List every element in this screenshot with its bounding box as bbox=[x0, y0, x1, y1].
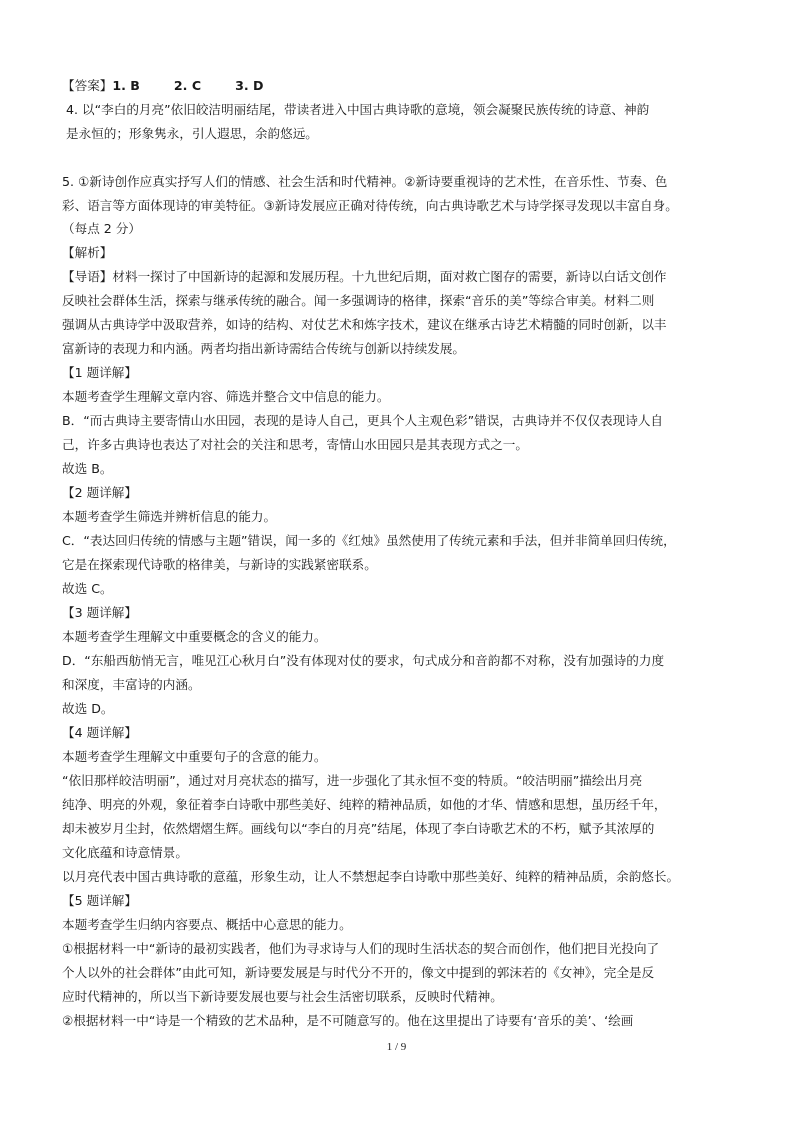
answer-item-3: 3. D bbox=[235, 78, 264, 93]
section-line: 和深度，丰富诗的内涵。 bbox=[62, 677, 201, 692]
section-title: 【2 题详解】 bbox=[62, 485, 137, 500]
section-line: 它是在探索现代诗歌的格律美，与新诗的实践紧密联系。 bbox=[62, 557, 377, 572]
section-line: 本题考查学生理解文章内容、筛选并整合文中信息的能力。 bbox=[62, 389, 390, 404]
section-line: “依旧那样皎洁明丽”，通过对月亮状态的描写，进一步强化了其永恒不变的特质。“皎洁明丽”描绘出月亮 bbox=[62, 773, 643, 788]
section-line: ①根据材料一中“新诗的最初实践者，他们为寻求诗与人们的现时生活状态的契合而创作，他们把目光投向了 bbox=[62, 941, 660, 956]
section-title: 【1 题详解】 bbox=[62, 365, 137, 380]
section-title: 【5 题详解】 bbox=[62, 893, 137, 908]
section-line: 个人以外的社会群体”由此可知，新诗要发展是与时代分不开的，像文中提到的郭沫若的《女神》，完全是反 bbox=[62, 965, 655, 980]
section-line: 却未被岁月尘封，依然熠熠生辉。画线句以“李白的月亮”结尾，体现了李白诗歌艺术的不朽，赋予其浓厚的 bbox=[62, 821, 655, 836]
q4-line: 4. 以“李白的月亮”依旧皎洁明丽结尾，带读者进入中国古典诗歌的意境，领会凝聚民族传统的诗意、神韵 bbox=[66, 102, 650, 117]
section-line: 本题考查学生理解文中重要概念的含义的能力。 bbox=[62, 629, 327, 644]
page-number: 1 / 9 bbox=[386, 1041, 407, 1053]
analysis-header: 【解析】 bbox=[62, 245, 113, 260]
section-line: 本题考查学生筛选并辨析信息的能力。 bbox=[62, 509, 277, 524]
guide-line: 【导语】材料一探讨了中国新诗的起源和发展历程。十九世纪后期，面对救亡图存的需要，新诗以白话文创作 bbox=[62, 269, 667, 284]
q5-line: 彩、语言等方面体现诗的审美特征。③新诗发展应正确对待传统，向古典诗歌艺术与诗学探寻发现以丰富自身。 bbox=[62, 198, 678, 213]
q5-line: （每点 2 分） bbox=[62, 221, 141, 236]
section-line: D．“东船西舫悄无言，唯见江心秋月白”没有体现对仗的要求，句式成分和音韵都不对称，没有加强诗的力度 bbox=[62, 653, 665, 668]
section-line: 本题考查学生归纳内容要点、概括中心意思的能力。 bbox=[62, 917, 352, 932]
section-line: 故选 D。 bbox=[62, 701, 114, 716]
section-line: B．“而古典诗主要寄情山水田园，表现的是诗人自己，更具个人主观色彩”错误，古典诗并不仅仅表现诗人自 bbox=[62, 413, 664, 428]
section-title: 【3 题详解】 bbox=[62, 605, 137, 620]
q5-line: 5. ①新诗创作应真实抒写人们的情感、社会生活和时代精神。②新诗要重视诗的艺术性，在音乐性、节奏、色 bbox=[62, 174, 668, 189]
guide-line: 反映社会群体生活，探索与继承传统的融合。闻一多强调诗的格律，探索“音乐的美”等综合审美。材料二则 bbox=[62, 293, 655, 308]
answer-label: 【答案】 bbox=[62, 78, 113, 93]
guide-line: 强调从古典诗学中汲取营养，如诗的结构、对仗艺术和炼字技术，建议在继承古诗艺术精髓的同时创新，以丰 bbox=[62, 317, 667, 332]
section-line: C．“表达回归传统的情感与主题”错误，闻一多的《红烛》虽然使用了传统元素和手法，但并非简单回归传统， bbox=[62, 533, 676, 548]
section-line: 文化底蕴和诗意情景。 bbox=[62, 845, 188, 860]
section-line: 以月亮代表中国古典诗歌的意蕴，形象生动，让人不禁想起李白诗歌中那些美好、纯粹的精神品质，余韵悠长。 bbox=[62, 869, 680, 884]
section-line: 应时代精神的，所以当下新诗要发展也要与社会生活密切联系，反映时代精神。 bbox=[62, 989, 503, 1004]
answer-item-1: 1. B bbox=[112, 78, 140, 93]
answer-key bbox=[62, 78, 264, 94]
section-line: 纯净、明亮的外观，象征着李白诗歌中那些美好、纯粹的精神品质，如他的才华、情感和思想，虽历经千年， bbox=[62, 797, 667, 812]
answer-item-2: 2. C bbox=[173, 78, 202, 93]
section-line: ②根据材料一中“诗是一个精致的艺术品种，是不可随意写的。他在这里提出了诗要有‘音乐的美’、‘绘画 bbox=[62, 1013, 634, 1028]
q4-line: 是永恒的；形象隽永，引人遐思，余韵悠远。 bbox=[66, 126, 318, 141]
section-line: 本题考查学生理解文中重要句子的含意的能力。 bbox=[62, 749, 327, 764]
guide-line: 富新诗的表现力和内涵。两者均指出新诗需结合传统与创新以持续发展。 bbox=[62, 341, 465, 356]
section-line: 己，许多古典诗也表达了对社会的关注和思考，寄情山水田园只是其表现方式之一。 bbox=[62, 437, 528, 452]
section-title: 【4 题详解】 bbox=[62, 725, 137, 740]
section-line: 故选 B。 bbox=[62, 461, 113, 476]
section-line: 故选 C。 bbox=[62, 581, 113, 596]
